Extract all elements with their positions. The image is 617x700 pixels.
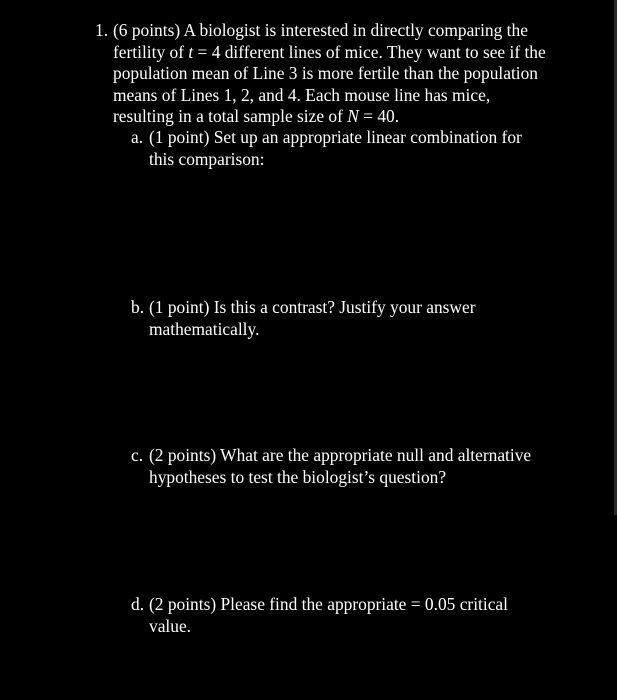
question-text-part-2: = 4 different lines of mice. They want to see if the population mean of Line 3 is more fertile than the population means of Lines 1, 2, and 4. Each mouse line has mice, resulting in a total sample size of [113, 41, 546, 127]
part-a-label: a. [131, 127, 144, 147]
question-text-part-3: = 40. [358, 106, 400, 127]
part-b-label: b. [131, 297, 145, 317]
part-b [131, 297, 551, 340]
question-1 [95, 20, 555, 128]
part-b-text: (1 point) Is this a contrast? Justify your answer mathematically. [149, 297, 476, 339]
question-text-part-1: A biologist is interested in directly comparing the fertility of [113, 20, 528, 62]
question-number: 1. [95, 20, 109, 40]
part-c [131, 445, 551, 488]
part-d-text: (2 points) Please find the appropriate = 0.05 critical value. [149, 594, 508, 636]
part-c-text: (2 points) What are the appropriate null and alternative hypotheses to test the biologist’s question? [149, 445, 532, 487]
question-points: (6 points) [113, 20, 181, 40]
part-d [131, 594, 551, 637]
part-c-label: c. [131, 445, 144, 465]
part-d-label: d. [131, 594, 145, 614]
part-a-text: (1 point) Set up an appropriate linear combination for this comparison: [149, 127, 522, 169]
part-a [131, 127, 551, 170]
variable-N: N [347, 106, 359, 127]
question-text [113, 20, 555, 128]
variable-t: t [188, 41, 194, 62]
